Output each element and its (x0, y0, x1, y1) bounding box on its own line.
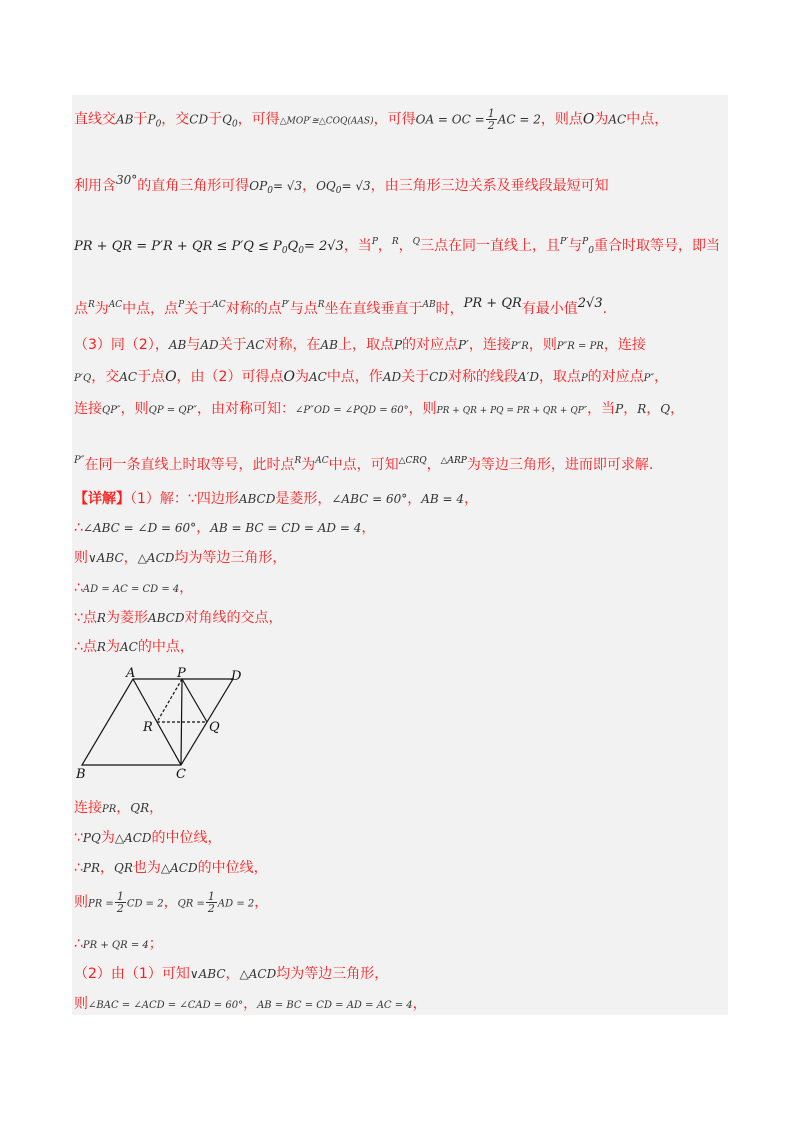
text-line-2: 利用含30°的直角三角形可得$OP_0= √3$，$OQ_0= √3$，由三角形三边关系及垂线段最短可知 (74, 173, 609, 196)
label-c: C (176, 767, 186, 782)
text-line-19: ∴PR + QR = 4； (74, 936, 163, 952)
segment-pc (181, 679, 182, 765)
text-line-5: （3）同（2），AB与AD关于AC对称，在AB上，取点P的对应点P′，连接P″R，则P″R = PR，连接 (74, 337, 646, 353)
text-line-16: ∵PQ为△ACD的中位线， (74, 830, 222, 846)
text-line-10: ∴∠ABC = ∠D = 60°，AB = BC = CD = AD = 4， (74, 520, 376, 536)
label-a: A (126, 666, 136, 681)
text-line-3: PR + QR = P′R + QR ≤ $P'Q \le P_0Q_0= 2√3$，当$^P$，$^R$，$^Q$三点在同一直线上，且$^{P'}$与$^P_0$重合时取等号，即当 (74, 237, 720, 256)
text-line-13: ∵点R为菱形ABCD对角线的交点， (74, 610, 283, 626)
text-line-15: 连接PR，QR， (74, 800, 164, 816)
dashed-pr (157, 679, 182, 722)
text-line-18: 则PR = $\frac{1}{2}$ CD = 2，QR = $\frac{1}{2}$ AD = 2， (74, 890, 269, 915)
text-line-6: P′Q，交AC于点O，由（2）可得点O为AC中点，作AD关于CD对称的线段A′D，取点P的对应点P″， (74, 369, 669, 385)
text-line-4: 点$^R$为$^{AC}$中点，点$^P$关于$^{AC}$对称的点$^{P'}$与点$^R$坐在直线垂直于$^{AB}$时，PR + QR有最小值2√3. (74, 296, 608, 317)
label-b: B (76, 767, 86, 782)
text-line-14: ∴点R为AC的中点， (74, 639, 194, 655)
text-line-20: （2）由（1）可知∨ABC，△ACD均为等边三角形， (74, 966, 389, 982)
text-line-7: 连接QP″，则QP = QP″，由对称可知：∠P″OD = ∠PQD = 60°，则PR + QR + PQ = PR + QR + QP″，当P，R，Q， (74, 401, 685, 417)
text-line-17: ∴PR，QR也为△ACD的中位线， (74, 860, 268, 876)
label-q: Q (209, 720, 220, 735)
label-d: D (231, 669, 242, 684)
text-line-11: 则∨ABC，△ACD均为等边三角形， (74, 550, 287, 566)
text-line-12: ∴AD = AC = CD = 4， (74, 580, 194, 596)
segment-pq (182, 679, 207, 722)
text-line-1: 直线交AB于$P_0$，交CD于$Q_0$，可得△MOP′≅△COQ(AAS)，可得OA = OC = $\frac{1}{2}$ AC = 2，则点O为AC中点， (74, 107, 669, 132)
label-p: P (177, 666, 186, 681)
label-r: R (143, 720, 153, 735)
text-line-9: 【详解】（1）解：∵四边形ABCD是菱形，∠ABC = 60°，AB = 4， (74, 491, 479, 507)
text-line-21: 则∠BAC = ∠ACD = ∠CAD = 60°，AB = BC = CD = AD = AC = 4， (74, 996, 427, 1012)
rhombus-figure (76, 666, 256, 784)
text-line-8: $^{P''}$在同一条直线上时取等号，此时点$^R$为$^{AC}$中点，可知$^{\triangle CRQ}$，$^{\triangle ARP}$为等边三角形，进而即可求解. (74, 455, 654, 473)
